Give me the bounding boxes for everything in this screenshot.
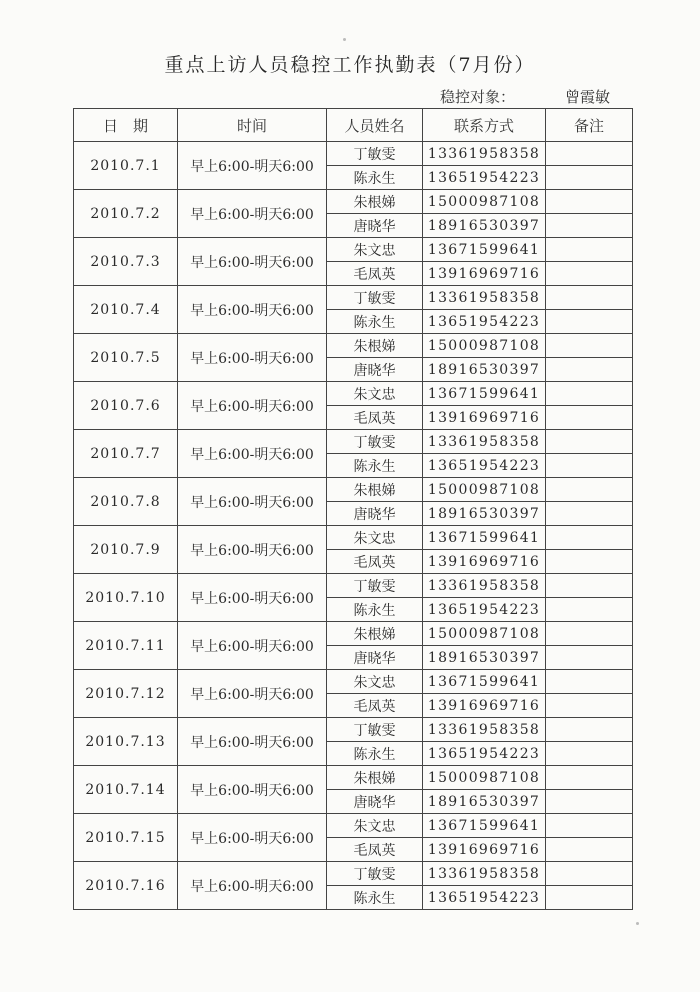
scan-speck: [343, 38, 346, 41]
person-name-cell: 朱文忠: [327, 670, 423, 694]
person-name-cell: 毛凤英: [327, 838, 423, 862]
person-name-cell: 丁敏雯: [327, 574, 423, 598]
time-cell: 早上6:00-明天6:00: [178, 190, 327, 238]
remark-cell: [546, 766, 633, 790]
duty-table-body: [74, 142, 633, 910]
header-time: 时间: [178, 109, 327, 142]
person-name-cell: 朱根娣: [327, 622, 423, 646]
phone-cell: 13361958358: [423, 430, 546, 454]
subject-value: 曾霞敏: [565, 88, 611, 106]
remark-cell: [546, 406, 633, 430]
phone-cell: 18916530397: [423, 214, 546, 238]
phone-cell: 15000987108: [423, 622, 546, 646]
person-name-cell: 朱根娣: [327, 478, 423, 502]
person-name-cell: 陈永生: [327, 886, 423, 910]
remark-cell: [546, 598, 633, 622]
phone-cell: 13916969716: [423, 838, 546, 862]
date-cell: 2010.7.10: [74, 574, 178, 622]
phone-cell: 18916530397: [423, 646, 546, 670]
remark-cell: [546, 334, 633, 358]
person-name-cell: 朱文忠: [327, 814, 423, 838]
person-name-cell: 唐晓华: [327, 214, 423, 238]
phone-cell: 13671599641: [423, 382, 546, 406]
remark-cell: [546, 478, 633, 502]
person-name-cell: 唐晓华: [327, 790, 423, 814]
phone-cell: 13361958358: [423, 862, 546, 886]
date-cell: 2010.7.14: [74, 766, 178, 814]
person-name-cell: 朱根娣: [327, 190, 423, 214]
person-name-cell: 朱根娣: [327, 766, 423, 790]
phone-cell: 13916969716: [423, 406, 546, 430]
remark-cell: [546, 262, 633, 286]
remark-cell: [546, 454, 633, 478]
date-cell: 2010.7.2: [74, 190, 178, 238]
remark-cell: [546, 646, 633, 670]
phone-cell: 13651954223: [423, 454, 546, 478]
person-name-cell: 丁敏雯: [327, 862, 423, 886]
time-cell: 早上6:00-明天6:00: [178, 670, 327, 718]
remark-cell: [546, 718, 633, 742]
time-cell: 早上6:00-明天6:00: [178, 334, 327, 382]
person-name-cell: 毛凤英: [327, 262, 423, 286]
remark-cell: [546, 166, 633, 190]
person-name-cell: 唐晓华: [327, 502, 423, 526]
table-row: [74, 526, 633, 550]
remark-cell: [546, 814, 633, 838]
phone-cell: 13361958358: [423, 718, 546, 742]
header-remark: 备注: [546, 109, 633, 142]
phone-cell: 15000987108: [423, 766, 546, 790]
phone-cell: 13671599641: [423, 526, 546, 550]
phone-cell: 13671599641: [423, 814, 546, 838]
person-name-cell: 丁敏雯: [327, 430, 423, 454]
remark-cell: [546, 550, 633, 574]
phone-cell: 15000987108: [423, 478, 546, 502]
table-row: [74, 574, 633, 598]
phone-cell: 13361958358: [423, 142, 546, 166]
time-cell: 早上6:00-明天6:00: [178, 622, 327, 670]
remark-cell: [546, 790, 633, 814]
remark-cell: [546, 622, 633, 646]
date-cell: 2010.7.4: [74, 286, 178, 334]
phone-cell: 13651954223: [423, 742, 546, 766]
phone-cell: 13916969716: [423, 262, 546, 286]
remark-cell: [546, 430, 633, 454]
remark-cell: [546, 142, 633, 166]
scan-speck: [636, 922, 639, 925]
table-row: [74, 718, 633, 742]
time-cell: 早上6:00-明天6:00: [178, 382, 327, 430]
phone-cell: 13651954223: [423, 886, 546, 910]
remark-cell: [546, 358, 633, 382]
time-cell: 早上6:00-明天6:00: [178, 430, 327, 478]
person-name-cell: 陈永生: [327, 742, 423, 766]
person-name-cell: 毛凤英: [327, 406, 423, 430]
table-row: [74, 190, 633, 214]
remark-cell: [546, 502, 633, 526]
table-row: [74, 238, 633, 262]
person-name-cell: 丁敏雯: [327, 286, 423, 310]
date-cell: 2010.7.3: [74, 238, 178, 286]
header-date: 日 期: [74, 109, 178, 142]
phone-cell: 15000987108: [423, 334, 546, 358]
phone-cell: 15000987108: [423, 190, 546, 214]
remark-cell: [546, 310, 633, 334]
remark-cell: [546, 742, 633, 766]
date-cell: 2010.7.1: [74, 142, 178, 190]
person-name-cell: 陈永生: [327, 454, 423, 478]
time-cell: 早上6:00-明天6:00: [178, 142, 327, 190]
person-name-cell: 陈永生: [327, 166, 423, 190]
date-cell: 2010.7.16: [74, 862, 178, 910]
phone-cell: 18916530397: [423, 790, 546, 814]
remark-cell: [546, 670, 633, 694]
date-cell: 2010.7.11: [74, 622, 178, 670]
table-row: [74, 622, 633, 646]
remark-cell: [546, 862, 633, 886]
person-name-cell: 唐晓华: [327, 646, 423, 670]
person-name-cell: 陈永生: [327, 310, 423, 334]
person-name-cell: 丁敏雯: [327, 718, 423, 742]
date-cell: 2010.7.8: [74, 478, 178, 526]
phone-cell: 13671599641: [423, 670, 546, 694]
table-row: [74, 478, 633, 502]
time-cell: 早上6:00-明天6:00: [178, 526, 327, 574]
remark-cell: [546, 190, 633, 214]
time-cell: 早上6:00-明天6:00: [178, 862, 327, 910]
document-title: 重点上访人员稳控工作执勤表（7月份）: [164, 54, 536, 76]
remark-cell: [546, 886, 633, 910]
table-row: [74, 430, 633, 454]
person-name-cell: 朱文忠: [327, 382, 423, 406]
remark-cell: [546, 238, 633, 262]
person-name-cell: 唐晓华: [327, 358, 423, 382]
date-cell: 2010.7.6: [74, 382, 178, 430]
remark-cell: [546, 526, 633, 550]
table-row: [74, 142, 633, 166]
date-cell: 2010.7.7: [74, 430, 178, 478]
time-cell: 早上6:00-明天6:00: [178, 718, 327, 766]
person-name-cell: 毛凤英: [327, 550, 423, 574]
date-cell: 2010.7.9: [74, 526, 178, 574]
table-row: [74, 862, 633, 886]
person-name-cell: 朱文忠: [327, 238, 423, 262]
time-cell: 早上6:00-明天6:00: [178, 238, 327, 286]
remark-cell: [546, 838, 633, 862]
table-row: [74, 334, 633, 358]
table-row: [74, 382, 633, 406]
header-name: 人员姓名: [327, 109, 423, 142]
table-row: [74, 766, 633, 790]
time-cell: 早上6:00-明天6:00: [178, 286, 327, 334]
phone-cell: 13671599641: [423, 238, 546, 262]
person-name-cell: 朱文忠: [327, 526, 423, 550]
person-name-cell: 陈永生: [327, 598, 423, 622]
person-name-cell: 毛凤英: [327, 694, 423, 718]
remark-cell: [546, 574, 633, 598]
subject-label: 稳控对象：: [440, 88, 516, 106]
time-cell: 早上6:00-明天6:00: [178, 574, 327, 622]
phone-cell: 18916530397: [423, 502, 546, 526]
person-name-cell: 朱根娣: [327, 334, 423, 358]
time-cell: 早上6:00-明天6:00: [178, 478, 327, 526]
date-cell: 2010.7.5: [74, 334, 178, 382]
date-cell: 2010.7.13: [74, 718, 178, 766]
date-cell: 2010.7.12: [74, 670, 178, 718]
phone-cell: 13916969716: [423, 694, 546, 718]
header-contact: 联系方式: [423, 109, 546, 142]
phone-cell: 13651954223: [423, 310, 546, 334]
table-row: [74, 814, 633, 838]
date-cell: 2010.7.15: [74, 814, 178, 862]
person-name-cell: 丁敏雯: [327, 142, 423, 166]
table-row: [74, 286, 633, 310]
phone-cell: 13651954223: [423, 166, 546, 190]
remark-cell: [546, 214, 633, 238]
remark-cell: [546, 382, 633, 406]
phone-cell: 18916530397: [423, 358, 546, 382]
duty-table: [73, 108, 633, 910]
phone-cell: 13361958358: [423, 574, 546, 598]
header-row: [74, 109, 633, 142]
remark-cell: [546, 694, 633, 718]
phone-cell: 13916969716: [423, 550, 546, 574]
remark-cell: [546, 286, 633, 310]
table-row: [74, 670, 633, 694]
time-cell: 早上6:00-明天6:00: [178, 814, 327, 862]
phone-cell: 13651954223: [423, 598, 546, 622]
time-cell: 早上6:00-明天6:00: [178, 766, 327, 814]
phone-cell: 13361958358: [423, 286, 546, 310]
